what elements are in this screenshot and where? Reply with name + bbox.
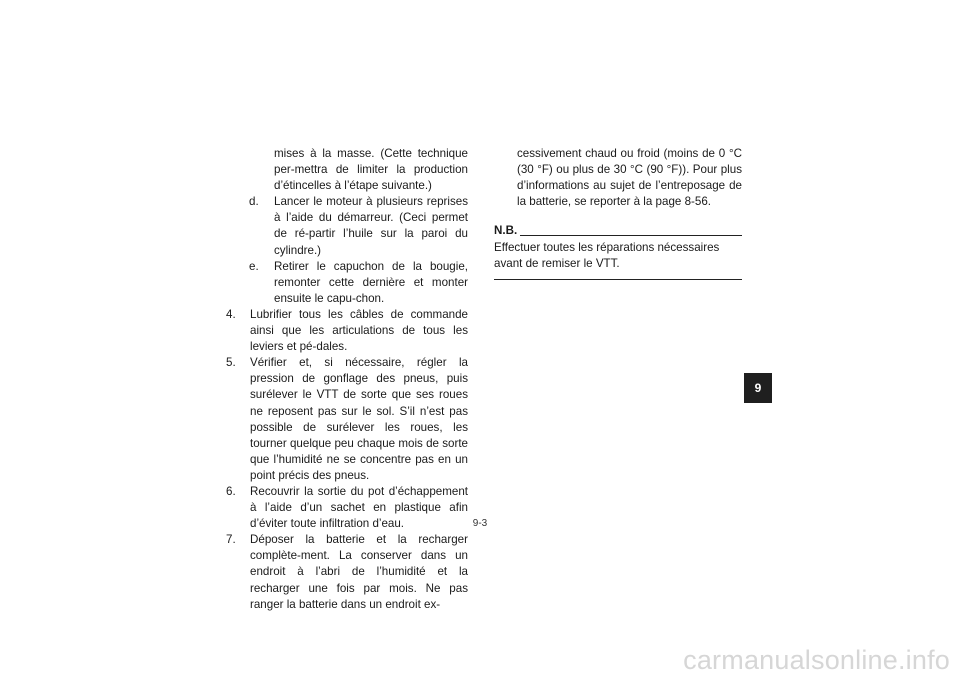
substep-d-marker: d. <box>249 195 259 209</box>
left-column <box>226 146 468 613</box>
note-label: N.B. <box>494 224 518 238</box>
note-bottom-rule <box>494 279 742 280</box>
watermark-text: carmanualsonline.info <box>683 645 950 675</box>
step-7-marker: 7. <box>226 533 236 547</box>
step-5 <box>226 355 468 484</box>
chapter-tab: 9 <box>744 373 772 403</box>
substep-e <box>226 259 468 307</box>
note-heading <box>494 224 742 238</box>
note-text: Effectuer toutes les réparations nécessaires avant de remiser le VTT. <box>494 241 720 271</box>
step-5-text: Vérifier et, si nécessaire, régler la pression de gonflage des pneus, puis surélever le VTT de sorte que ses roues ne reposent pas sur le sol. S’il n’est pas possible de surélever les roues, les tourner quelque peu chaque mois de sorte que l’humidité ne se concentre pas en un point précis des pneus. <box>250 356 468 482</box>
step-7-continuation: cessivement chaud ou froid (moins de 0 °C (30 °F) ou plus de 30 °C (90 °F)). Pour plus d’informations au sujet de l’entreposage de la batterie, se reporter à la page 8-56. <box>517 147 742 209</box>
substep-e-marker: e. <box>249 259 259 273</box>
right-column <box>494 146 742 280</box>
step-5-marker: 5. <box>226 356 236 370</box>
step-6-text: Recouvrir la sortie du pot d’échappement à l’aide d’un sachet en plastique afin d’éviter toute infiltration d’eau. <box>250 484 468 531</box>
step-4-marker: 4. <box>226 307 236 321</box>
step-c-continuation: mises à la masse. (Cette technique per-mettra de limiter la production d’étincelles à l’étape suivante.) <box>274 147 468 193</box>
note-top-rule <box>520 235 742 236</box>
step-4-text: Lubrifier tous les câbles de commande ainsi que les articulations de tous les leviers et pé-dales. <box>250 307 468 354</box>
step-4 <box>226 307 468 355</box>
substep-d <box>226 194 468 258</box>
substep-e-text: Retirer le capuchon de la bougie, remonter cette dernière et monter ensuite le capu-chon. <box>274 259 468 305</box>
substep-d-text: Lancer le moteur à plusieurs reprises à l’aide du démarreur. (Ceci permet de ré-partir l’huile sur la paroi du cylindre.) <box>274 195 468 257</box>
step-6-marker: 6. <box>226 484 236 498</box>
step-7 <box>226 532 468 612</box>
step-7-text: Déposer la batterie et la recharger complète-ment. La conserver dans un endroit à l’abri de l’humidité et la recharger une fois par mois. Ne pas ranger la batterie dans un endroit ex- <box>250 533 468 611</box>
page-number: 9-3 <box>472 518 488 529</box>
